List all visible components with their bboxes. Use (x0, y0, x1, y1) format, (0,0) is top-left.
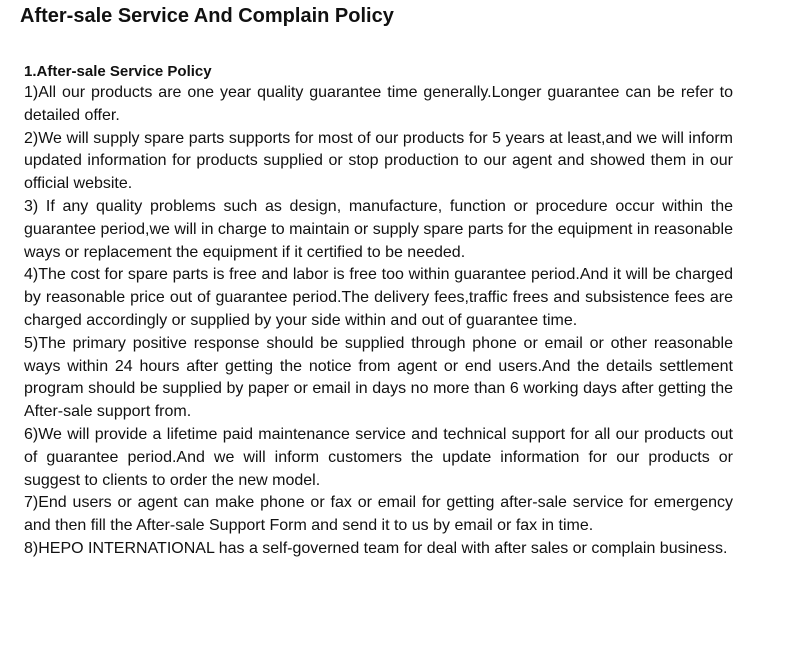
policy-item-7: 7)End users or agent can make phone or fax or email for getting after-sale service for emergency and then fill the After-sale Support Form and send it to us by email or fax in time. (24, 494, 733, 535)
policy-list (24, 82, 733, 561)
policy-item-4: 4)The cost for spare parts is free and labor is free too within guarantee period.And it will be charged by reasonable price out of guarantee period.The delivery fees,traffic frees and subsistence fees are charged accordingly or supplied by your side within and out of guarantee time. (24, 266, 733, 329)
policy-item-6: 6)We will provide a lifetime paid maintenance service and technical support for all our products out of guarantee period.And we will inform customers the update information for our products or suggest to clients to order the new model. (24, 425, 733, 489)
section-heading: 1.After-sale Service Policy (24, 63, 212, 80)
page-title: After-sale Service And Complain Policy (20, 5, 394, 27)
policy-item-8: 8)HEPO INTERNATIONAL has a self-governed team for deal with after sales or complain business. (24, 539, 728, 557)
after-sale-service-policy-section (24, 61, 733, 561)
policy-item-2: 2)We will supply spare parts supports for most of our products for 5 years at least,and we will inform updated information for products supplied or stop production to our agent and showed them in our official website. (24, 129, 733, 193)
policy-item-3: 3) If any quality problems such as design, manufacture, function or procedure occur within the guarantee period,we will in charge to maintain or supply spare parts for the equipment in reasonable ways or replacement the equipment if it certified to be needed. (24, 197, 733, 261)
policy-item-5: 5)The primary positive response should be supplied through phone or email or other reasonable ways within 24 hours after getting the notice from agent or end users.And the details settlement program should be supplied by paper or email in days no more than 6 working days after getting the After-sale support from. (24, 334, 733, 421)
policy-item-1: 1)All our products are one year quality guarantee time generally.Longer guarantee can be refer to detailed offer. (24, 84, 733, 124)
